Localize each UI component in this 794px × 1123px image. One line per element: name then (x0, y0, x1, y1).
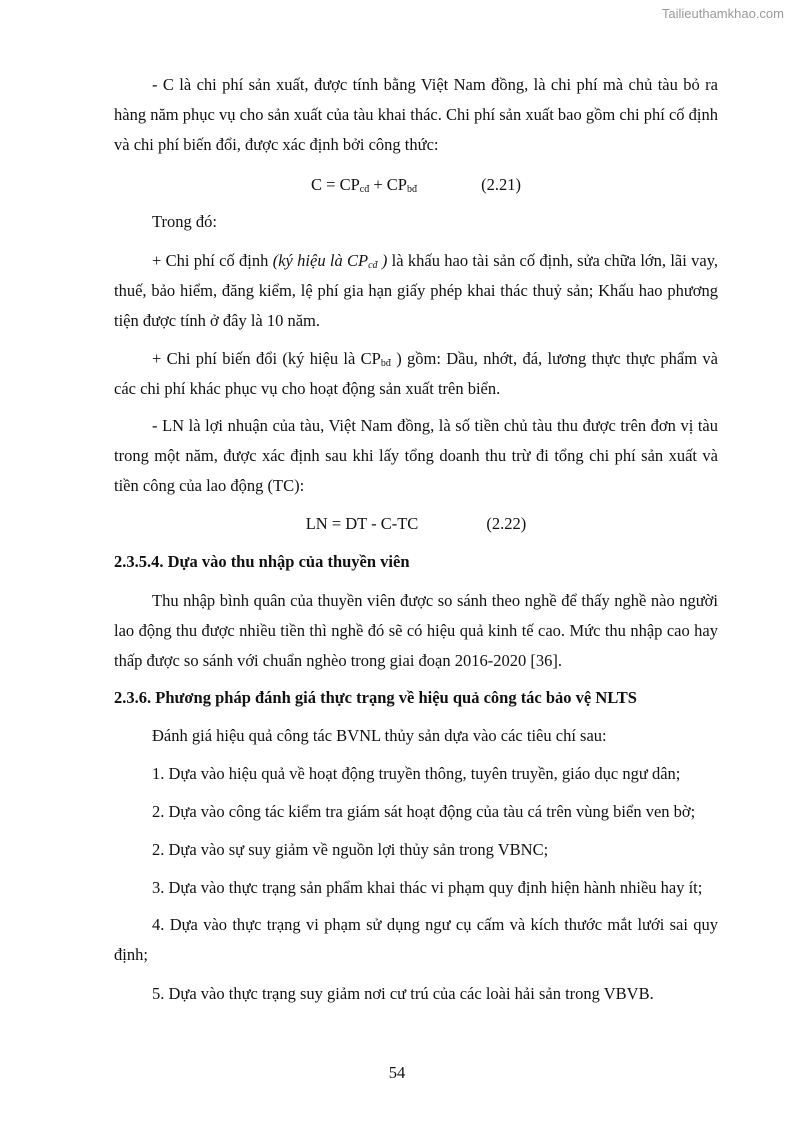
variable-cost-lead: + Chi phí biến đổi (ký hiệu là CP (152, 349, 381, 368)
equation-plus: + CP (369, 175, 407, 194)
list-item: 1. Dựa vào hiệu quả về hoạt động truyền thông, tuyên truyền, giáo dục ngư dân; (152, 764, 681, 783)
list-item: 2. Dựa vào sự suy giảm về nguồn lợi thủy sản trong VBNC; (152, 840, 549, 859)
equation-sub-cd: cđ (359, 184, 370, 195)
fixed-cost-desc: là khấu hao tài sản cố định, sửa chữa lớn, lãi vay, thuế, bảo hiểm, đăng kiểm, lệ phí gia hạn giấy phép khai thác thuỷ sản; Khấu hao phương tiện được tính ở đây là 10 năm. (114, 251, 719, 330)
paragraph-fixed-cost (114, 246, 718, 336)
variable-cost-sub: bđ (380, 358, 391, 369)
list-item: 3. Dựa vào thực trạng sản phẩm khai thác vi phạm quy định hiện hành nhiều hay ít; (152, 878, 703, 897)
fixed-cost-lead: + Chi phí cố định (152, 251, 273, 270)
heading-2-3-6: 2.3.6. Phương pháp đánh giá thực trạng về hiệu quả công tác bảo vệ NLTS (114, 688, 637, 707)
list-item: 4. Dựa vào thực trạng vi phạm sử dụng ngư cụ cấm và kích thước mắt lưới sai quy định; (114, 915, 718, 964)
equation-lhs: C = CP (311, 175, 360, 194)
paragraph-c-definition: - C là chi phí sản xuất, được tính bằng Việt Nam đồng, là chi phí mà chủ tàu bỏ ra hàng năm phục vụ cho sản xuất của tàu khai thác. Chi phí sản xuất bao gồm chi phí cố định và chi phí biến đổi, được xác định bởi công thức: (114, 75, 718, 154)
equation-sub-bd: bđ (406, 184, 417, 195)
heading-2-3-5-4: 2.3.5.4. Dựa vào thu nhập của thuyền viên (114, 552, 410, 571)
variable-cost-desc: ) gồm: Dầu, nhớt, đá, lương thực thực phẩm và các chi phí khác phục vụ cho hoạt động sản xuất trên biển. (114, 349, 718, 398)
equation-2-21 (114, 170, 718, 200)
equation-number: (2.22) (486, 514, 527, 533)
equation-2-22 (114, 509, 718, 539)
equation-number: (2.21) (481, 175, 521, 194)
paragraph-income: Thu nhập bình quân của thuyền viên được so sánh theo nghề để thấy nghề nào người lao động thu được nhiều tiền thì nghề đó sẽ có hiệu quả kinh tế cao. Mức thu nhập cao hay thấp được so sánh với chuẩn nghèo trong giai đoạn 2016-2020 [36]. (114, 591, 718, 670)
fixed-cost-symbol: (ký hiệu là $CP_{cđ}$ ) (272, 251, 388, 271)
paragraph-criteria-intro: Đánh giá hiệu quả công tác BVNL thủy sản dựa vào các tiêu chí sau: (152, 726, 607, 745)
list-item: 5. Dựa vào thực trạng suy giảm nơi cư trú của các loài hải sản trong VBVB. (152, 984, 654, 1003)
equation-ln: LN = DT - C-TC (305, 514, 419, 533)
paragraph-trong-do: Trong đó: (152, 212, 217, 231)
page-number: 54 (388, 1063, 406, 1082)
list-item: 2. Dựa vào công tác kiểm tra giám sát hoạt động của tàu cá trên vùng biển ven bờ; (152, 802, 696, 821)
paragraph-ln-definition: - LN là lợi nhuận của tàu, Việt Nam đồng, là số tiền chủ tàu thu được trên đơn vị tàu trong một năm, được xác định sau khi lấy tổng doanh thu trừ đi tổng chi phí sản xuất và tiền công của lao động (TC): (114, 416, 718, 495)
paragraph-variable-cost (114, 344, 718, 404)
watermark: Tailieuthamkhao.com (661, 6, 784, 21)
